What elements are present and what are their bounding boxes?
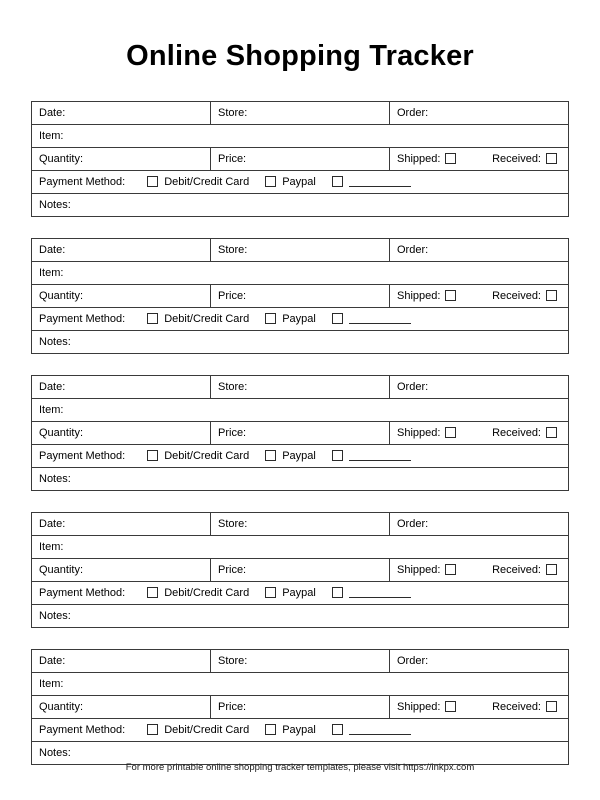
debit-credit-label: Debit/Credit Card: [164, 449, 250, 462]
order-label: Order:: [397, 106, 429, 119]
payment-option-debit-credit[interactable]: [147, 449, 249, 463]
paypal-checkbox[interactable]: [265, 724, 276, 735]
payment-method-field: [32, 171, 568, 193]
shipped-group: [397, 563, 456, 577]
store-label: Store:: [218, 380, 248, 393]
received-checkbox[interactable]: [546, 153, 557, 164]
order-label: Order:: [397, 654, 429, 667]
entry-row-quantity: [32, 696, 568, 719]
payment-option-debit-credit[interactable]: [147, 723, 249, 737]
other-payment-checkbox[interactable]: [332, 724, 343, 735]
debit-credit-label: Debit/Credit Card: [164, 312, 250, 325]
notes-field[interactable]: [32, 605, 568, 627]
payment-option-debit-credit[interactable]: [147, 586, 249, 600]
price-field[interactable]: [211, 422, 390, 444]
received-group: [492, 700, 557, 714]
payment-option-other[interactable]: [332, 450, 411, 461]
payment-method-field: [32, 445, 568, 467]
shipped-label: Shipped:: [397, 563, 441, 576]
shipped-label: Shipped:: [397, 289, 441, 302]
date-field[interactable]: [32, 239, 211, 261]
status-field: [390, 148, 568, 170]
payment-option-other[interactable]: [332, 587, 411, 598]
paypal-label: Paypal: [282, 175, 316, 188]
entry-row-item: [32, 125, 568, 148]
price-label: Price:: [218, 563, 247, 576]
quantity-field[interactable]: [32, 696, 211, 718]
paypal-label: Paypal: [282, 586, 316, 599]
order-label: Order:: [397, 380, 429, 393]
payment-method-field: [32, 308, 568, 330]
item-label: Item:: [39, 403, 64, 416]
entry-row-notes: [32, 331, 568, 354]
payment-method-label: Payment Method:: [39, 312, 126, 325]
status-field: [390, 559, 568, 581]
store-field[interactable]: [211, 102, 390, 124]
date-label: Date:: [39, 654, 66, 667]
received-label: Received:: [492, 700, 541, 713]
entry-row-payment: [32, 308, 568, 331]
entry-row-header: [32, 376, 568, 399]
date-field[interactable]: [32, 102, 211, 124]
received-checkbox[interactable]: [546, 564, 557, 575]
entry-row-notes: [32, 468, 568, 491]
price-label: Price:: [218, 152, 247, 165]
store-label: Store:: [218, 106, 248, 119]
item-label: Item:: [39, 540, 64, 553]
other-payment-checkbox[interactable]: [332, 587, 343, 598]
quantity-field[interactable]: [32, 422, 211, 444]
paypal-label: Paypal: [282, 723, 316, 736]
shipped-group: [397, 700, 456, 714]
order-field[interactable]: [390, 239, 568, 261]
debit-credit-checkbox[interactable]: [147, 450, 158, 461]
other-payment-checkbox[interactable]: [332, 313, 343, 324]
tracker-entries: [31, 101, 569, 765]
shipped-group: [397, 152, 456, 166]
shipped-checkbox[interactable]: [445, 564, 456, 575]
quantity-label: Quantity:: [39, 563, 84, 576]
received-label: Received:: [492, 289, 541, 302]
entry-row-payment: [32, 171, 568, 194]
received-checkbox[interactable]: [546, 427, 557, 438]
other-payment-blank-line[interactable]: [349, 314, 411, 324]
order-label: Order:: [397, 517, 429, 530]
paypal-checkbox[interactable]: [265, 313, 276, 324]
date-field[interactable]: [32, 513, 211, 535]
tracker-entry-block: [31, 375, 569, 491]
payment-option-debit-credit[interactable]: [147, 312, 249, 326]
notes-field[interactable]: [32, 331, 568, 353]
payment-method-field: [32, 582, 568, 604]
debit-credit-label: Debit/Credit Card: [164, 175, 250, 188]
quantity-label: Quantity:: [39, 700, 84, 713]
notes-label: Notes:: [39, 335, 71, 348]
other-payment-blank-line[interactable]: [349, 451, 411, 461]
paypal-checkbox[interactable]: [265, 176, 276, 187]
shipped-checkbox[interactable]: [445, 701, 456, 712]
payment-option-paypal[interactable]: [265, 175, 316, 189]
debit-credit-checkbox[interactable]: [147, 724, 158, 735]
quantity-label: Quantity:: [39, 426, 84, 439]
entry-row-payment: [32, 719, 568, 742]
received-checkbox[interactable]: [546, 290, 557, 301]
entry-row-notes: [32, 194, 568, 217]
paypal-checkbox[interactable]: [265, 587, 276, 598]
payment-method-field: [32, 719, 568, 741]
other-payment-blank-line[interactable]: [349, 725, 411, 735]
payment-option-other[interactable]: [332, 724, 411, 735]
payment-option-paypal[interactable]: [265, 312, 316, 326]
store-field[interactable]: [211, 513, 390, 535]
date-label: Date:: [39, 517, 66, 530]
received-label: Received:: [492, 152, 541, 165]
other-payment-blank-line[interactable]: [349, 177, 411, 187]
received-label: Received:: [492, 426, 541, 439]
tracker-entry-block: [31, 512, 569, 628]
quantity-label: Quantity:: [39, 289, 84, 302]
notes-label: Notes:: [39, 472, 71, 485]
received-group: [492, 152, 557, 166]
received-group: [492, 289, 557, 303]
date-label: Date:: [39, 243, 66, 256]
debit-credit-checkbox[interactable]: [147, 587, 158, 598]
entry-row-payment: [32, 582, 568, 605]
payment-method-label: Payment Method:: [39, 586, 126, 599]
date-field[interactable]: [32, 650, 211, 672]
received-group: [492, 563, 557, 577]
price-field[interactable]: [211, 148, 390, 170]
entry-row-header: [32, 239, 568, 262]
tracker-entry-block: [31, 649, 569, 765]
entry-row-item: [32, 536, 568, 559]
payment-option-paypal[interactable]: [265, 449, 316, 463]
item-field[interactable]: [32, 262, 568, 284]
other-payment-checkbox[interactable]: [332, 176, 343, 187]
date-label: Date:: [39, 106, 66, 119]
shipped-label: Shipped:: [397, 700, 441, 713]
footer-text: For more printable online shopping tracker templates, please visit https://inkpx.com: [125, 762, 475, 773]
item-field[interactable]: [32, 673, 568, 695]
shipped-label: Shipped:: [397, 152, 441, 165]
entry-row-item: [32, 262, 568, 285]
shipped-checkbox[interactable]: [445, 290, 456, 301]
status-field: [390, 422, 568, 444]
quantity-field[interactable]: [32, 148, 211, 170]
entry-row-payment: [32, 445, 568, 468]
payment-method-label: Payment Method:: [39, 723, 126, 736]
price-label: Price:: [218, 289, 247, 302]
shipped-label: Shipped:: [397, 426, 441, 439]
item-field[interactable]: [32, 536, 568, 558]
item-field[interactable]: [32, 399, 568, 421]
payment-method-label: Payment Method:: [39, 449, 126, 462]
entry-row-header: [32, 513, 568, 536]
item-label: Item:: [39, 129, 64, 142]
payment-option-paypal[interactable]: [265, 586, 316, 600]
store-field[interactable]: [211, 650, 390, 672]
price-field[interactable]: [211, 696, 390, 718]
notes-field[interactable]: [32, 194, 568, 216]
date-field[interactable]: [32, 376, 211, 398]
debit-credit-checkbox[interactable]: [147, 176, 158, 187]
notes-field[interactable]: [32, 468, 568, 490]
entry-row-item: [32, 673, 568, 696]
store-field[interactable]: [211, 376, 390, 398]
store-label: Store:: [218, 654, 248, 667]
payment-method-label: Payment Method:: [39, 175, 126, 188]
tracker-entry-block: [31, 238, 569, 354]
order-field[interactable]: [390, 650, 568, 672]
entry-row-quantity: [32, 148, 568, 171]
shipped-group: [397, 426, 456, 440]
entry-row-item: [32, 399, 568, 422]
notes-label: Notes:: [39, 609, 71, 622]
received-group: [492, 426, 557, 440]
other-payment-blank-line[interactable]: [349, 588, 411, 598]
paypal-label: Paypal: [282, 312, 316, 325]
store-field[interactable]: [211, 239, 390, 261]
tracker-entry-block: [31, 101, 569, 217]
paypal-checkbox[interactable]: [265, 450, 276, 461]
store-label: Store:: [218, 243, 248, 256]
debit-credit-label: Debit/Credit Card: [164, 723, 250, 736]
order-label: Order:: [397, 243, 429, 256]
notes-label: Notes:: [39, 198, 71, 211]
payment-option-other[interactable]: [332, 313, 411, 324]
quantity-field[interactable]: [32, 559, 211, 581]
order-field[interactable]: [390, 376, 568, 398]
order-field[interactable]: [390, 513, 568, 535]
paypal-label: Paypal: [282, 449, 316, 462]
order-field[interactable]: [390, 102, 568, 124]
item-label: Item:: [39, 266, 64, 279]
entry-row-notes: [32, 605, 568, 628]
price-label: Price:: [218, 426, 247, 439]
payment-option-paypal[interactable]: [265, 723, 316, 737]
received-label: Received:: [492, 563, 541, 576]
status-field: [390, 285, 568, 307]
page-title: Online Shopping Tracker: [126, 40, 474, 72]
store-label: Store:: [218, 517, 248, 530]
shipped-checkbox[interactable]: [445, 153, 456, 164]
entry-row-quantity: [32, 559, 568, 582]
payment-option-debit-credit[interactable]: [147, 175, 249, 189]
shipped-group: [397, 289, 456, 303]
date-label: Date:: [39, 380, 66, 393]
price-field[interactable]: [211, 559, 390, 581]
quantity-field[interactable]: [32, 285, 211, 307]
notes-field[interactable]: [32, 742, 568, 764]
entry-row-header: [32, 650, 568, 673]
entry-row-quantity: [32, 285, 568, 308]
entry-row-quantity: [32, 422, 568, 445]
item-label: Item:: [39, 677, 64, 690]
debit-credit-checkbox[interactable]: [147, 313, 158, 324]
debit-credit-label: Debit/Credit Card: [164, 586, 250, 599]
notes-label: Notes:: [39, 746, 71, 759]
payment-option-other[interactable]: [332, 176, 411, 187]
entry-row-header: [32, 102, 568, 125]
received-checkbox[interactable]: [546, 701, 557, 712]
price-field[interactable]: [211, 285, 390, 307]
shipped-checkbox[interactable]: [445, 427, 456, 438]
status-field: [390, 696, 568, 718]
item-field[interactable]: [32, 125, 568, 147]
quantity-label: Quantity:: [39, 152, 84, 165]
price-label: Price:: [218, 700, 247, 713]
other-payment-checkbox[interactable]: [332, 450, 343, 461]
